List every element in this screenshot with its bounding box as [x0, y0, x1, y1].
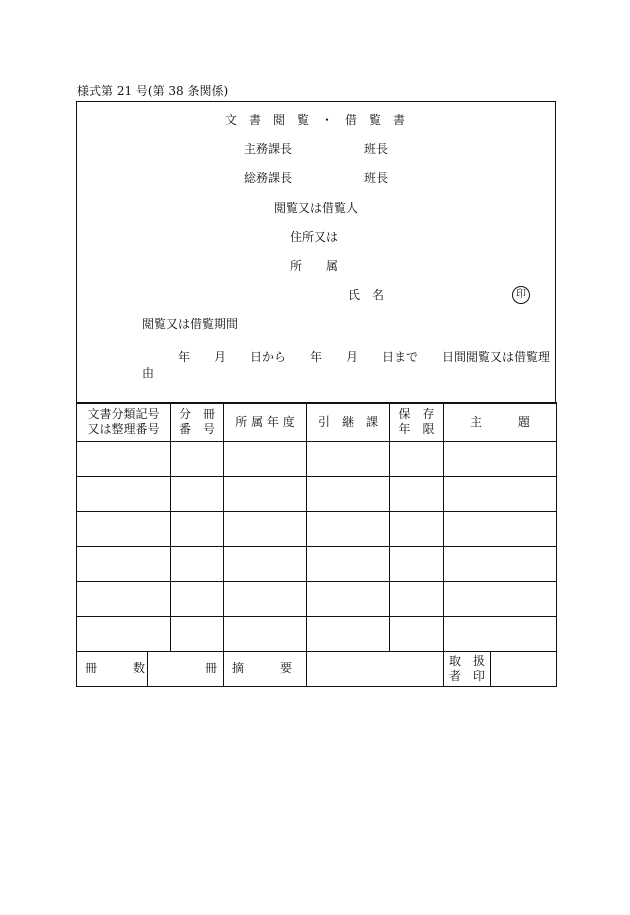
- volume-count-label: 冊 数: [77, 651, 148, 686]
- cell[interactable]: [444, 511, 557, 546]
- cell[interactable]: [224, 441, 307, 476]
- cell[interactable]: [77, 441, 171, 476]
- document-list-table: [76, 402, 557, 687]
- cell[interactable]: [171, 546, 224, 581]
- table-row: [77, 511, 557, 546]
- table-row: [77, 476, 557, 511]
- cell[interactable]: [307, 441, 390, 476]
- cell[interactable]: [307, 616, 390, 651]
- header-classification: 文書分類記号 又は整理番号: [77, 403, 171, 441]
- general-affairs-team-leader-label: 班長: [364, 171, 389, 185]
- period-line: 年 月 日から 年 月 日まで 日間閲覧又は借覧理: [178, 350, 551, 364]
- cell[interactable]: [390, 546, 444, 581]
- chief-team-leader-label: 班長: [364, 142, 389, 156]
- cell[interactable]: [77, 511, 171, 546]
- cell[interactable]: [444, 441, 557, 476]
- cell[interactable]: [390, 511, 444, 546]
- cell[interactable]: [307, 476, 390, 511]
- cell[interactable]: [77, 616, 171, 651]
- table-header-row: [77, 403, 557, 441]
- cell[interactable]: [224, 546, 307, 581]
- period-line-continuation: 由: [142, 366, 155, 380]
- table-row: [77, 441, 557, 476]
- cell[interactable]: [307, 511, 390, 546]
- applicant-heading: 閲覧又は借覧人: [274, 201, 359, 215]
- cell[interactable]: [77, 581, 171, 616]
- cell[interactable]: [171, 476, 224, 511]
- chief-section-head-label: 主務課長: [244, 142, 293, 156]
- table-footer-row: [77, 651, 557, 686]
- header-subject: 主 題: [444, 403, 557, 441]
- cell[interactable]: [444, 581, 557, 616]
- volume-count-unit[interactable]: 冊: [148, 651, 224, 686]
- cell[interactable]: [444, 546, 557, 581]
- cell[interactable]: [77, 476, 171, 511]
- period-label: 閲覧又は借覧期間: [142, 317, 239, 331]
- cell[interactable]: [171, 511, 224, 546]
- document-title: 文 書 閲 覧 ・ 借 覧 書: [224, 113, 405, 127]
- cell[interactable]: [390, 581, 444, 616]
- table-row: [77, 616, 557, 651]
- handler-seal-field[interactable]: [491, 651, 557, 686]
- name-label: 氏 名: [348, 288, 385, 302]
- cell[interactable]: [224, 511, 307, 546]
- handler-seal-label: 取 扱 者 印: [444, 651, 491, 686]
- cell[interactable]: [390, 441, 444, 476]
- cell[interactable]: [171, 616, 224, 651]
- cell[interactable]: [224, 581, 307, 616]
- affiliation-label: 所 属: [290, 259, 339, 273]
- cell[interactable]: [224, 476, 307, 511]
- header-volume-number: 分 冊 番 号: [171, 403, 224, 441]
- table-row: [77, 546, 557, 581]
- remarks-label: 摘 要: [224, 651, 307, 686]
- address-label: 住所又は: [290, 230, 339, 244]
- cell[interactable]: [224, 616, 307, 651]
- cell[interactable]: [307, 546, 390, 581]
- cell[interactable]: [307, 581, 390, 616]
- form-number-label: 様式第 21 号(第 38 条関係): [77, 84, 229, 98]
- seal-mark: 印: [512, 286, 530, 304]
- cell[interactable]: [444, 616, 557, 651]
- header-fiscal-year: 所 属 年 度: [224, 403, 307, 441]
- header-transfer-section: 引 継 課: [307, 403, 390, 441]
- table-row: [77, 581, 557, 616]
- cell[interactable]: [444, 476, 557, 511]
- cell[interactable]: [77, 546, 171, 581]
- cell[interactable]: [390, 476, 444, 511]
- cell[interactable]: [390, 616, 444, 651]
- general-affairs-head-label: 総務課長: [244, 171, 293, 185]
- remarks-field[interactable]: [307, 651, 444, 686]
- cell[interactable]: [171, 581, 224, 616]
- header-retention-period: 保 存 年 限: [390, 403, 444, 441]
- cell[interactable]: [171, 441, 224, 476]
